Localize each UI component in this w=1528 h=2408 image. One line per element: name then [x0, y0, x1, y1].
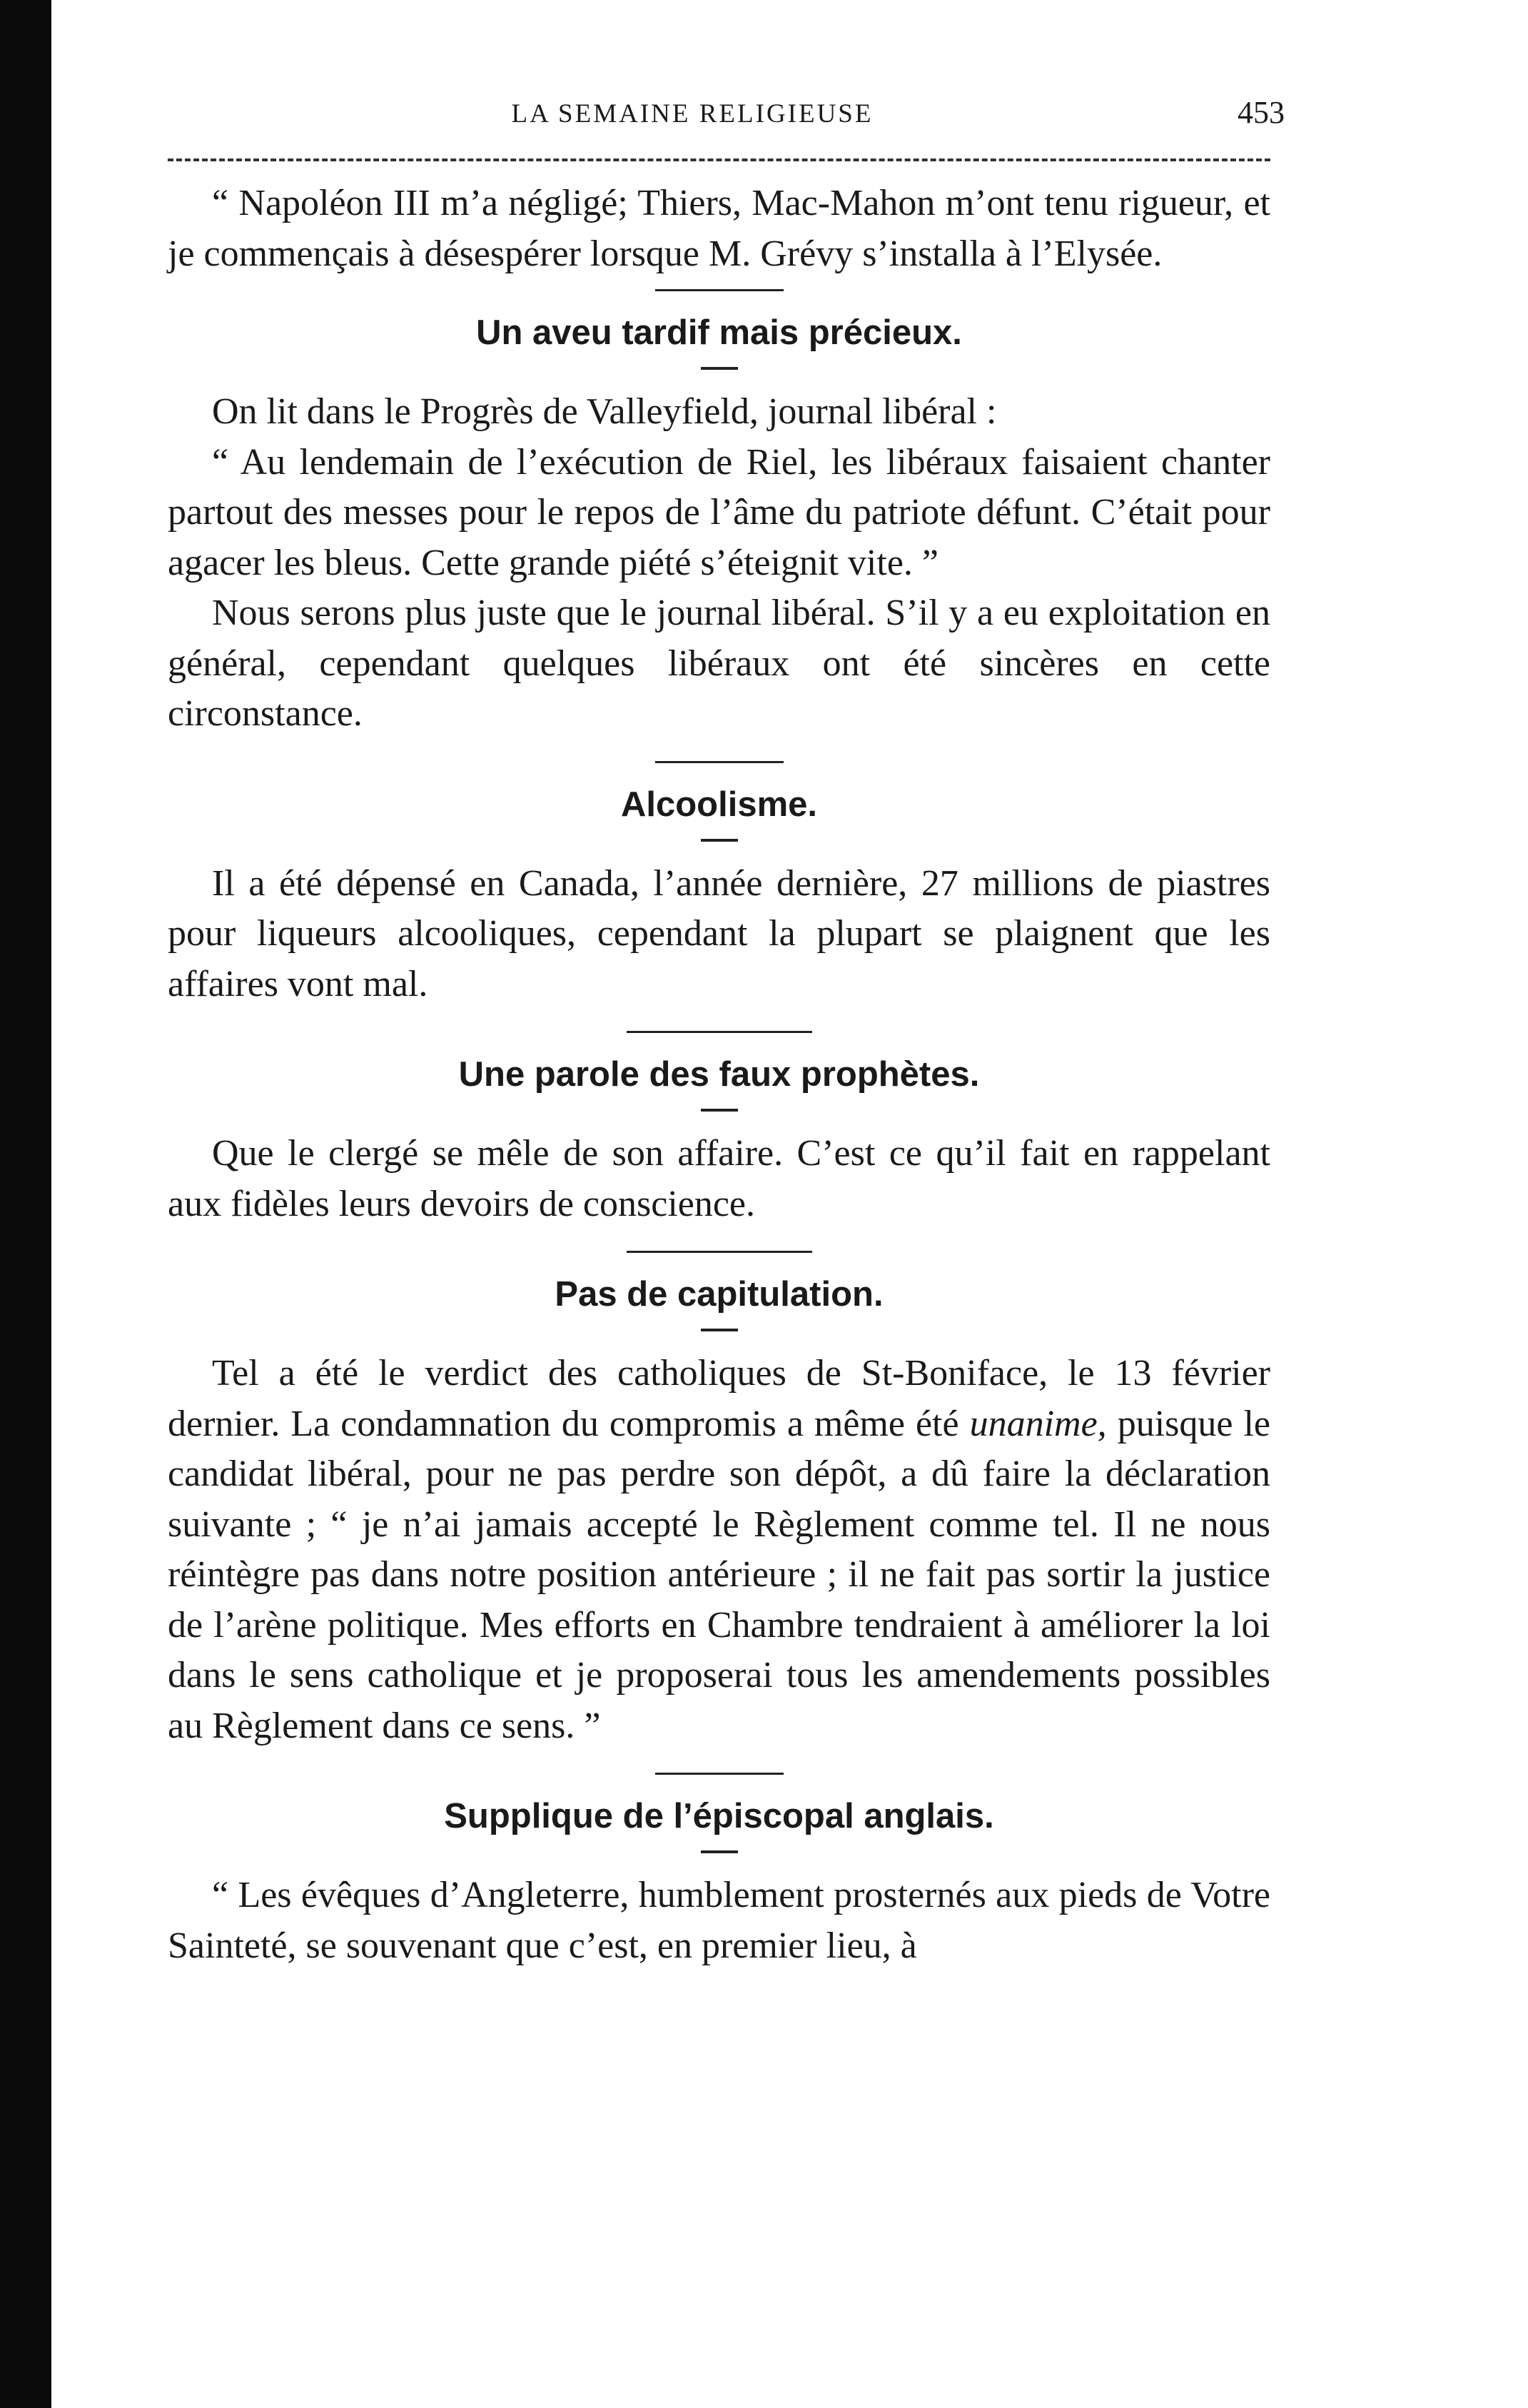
header-rule [168, 158, 1270, 161]
title-dash [701, 367, 738, 370]
section-title: Pas de capitulation. [555, 1275, 884, 1314]
intro-paragraph: “ Napoléon III m’a négligé; Thiers, Mac-Mahon m’ont tenu rigueur, et je commençais à désespérer lorsque M. Grévy s’installa à l’Elysée. [168, 183, 1270, 274]
emphasized-word: unanime, [969, 1403, 1107, 1444]
paragraph-text: Tel a été le verdict des catholiques de St-Boniface, le 13 février dernier. La condamnation du compromis a même été [168, 1353, 1270, 1444]
section-paragraph: Il a été dépensé en Canada, l’année dernière, 27 millions de piastres pour liqueurs alcooliques, cependant la plupart se plaignent que les affaires vont mal. [168, 862, 1270, 1004]
section-separator [627, 1251, 812, 1253]
section-separator [627, 1031, 812, 1033]
running-header: LA SEMAINE RELIGIEUSE [511, 99, 874, 129]
scan-border [0, 0, 51, 2408]
section-title: Supplique de l’épiscopal anglais. [444, 1797, 994, 1835]
section-paragraph: Nous serons plus juste que le journal libéral. S’il y a eu exploitation en général, cependant quelques libéraux ont été sincères en cette circonstance. [168, 593, 1270, 734]
section-paragraph [168, 1349, 1270, 1751]
section-separator [655, 289, 784, 291]
page-number: 453 [1238, 95, 1285, 130]
paragraph-text: puisque le candidat libéral, pour ne pas perdre son dépôt, a dû faire la déclaration suivante ; “ je n’ai jamais accepté le Règlement comme tel. Il ne nous réintègre pas dans notre position antérieure ; il ne fait pas sortir la justice de l’arène politique. Mes efforts en Chambre tendraient à améliorer la loi dans le sens catholique et je proposerai tous les amendements possibles au Règlement dans ce sens. ” [168, 1403, 1270, 1746]
title-dash [701, 1109, 738, 1112]
title-dash [701, 1329, 738, 1331]
section-title: Un aveu tardif mais précieux. [476, 313, 962, 352]
section-paragraph: On lit dans le Progrès de Valleyfield, journal libéral : [212, 391, 997, 432]
section-separator [655, 1773, 784, 1775]
section-paragraph: “ Au lendemain de l’exécution de Riel, les libéraux faisaient chanter partout des messes pour le repos de l’âme du patriote défunt. C’était pour agacer les bleus. Cette grande piété s’éteignit vite. ” [168, 441, 1270, 583]
section-paragraph: Que le clergé se mêle de son affaire. C’est ce qu’il fait en rappelant aux fidèles leurs devoirs de conscience. [168, 1133, 1270, 1224]
title-dash [701, 839, 738, 842]
section-title: Une parole des faux prophètes. [458, 1055, 980, 1094]
section-title: Alcoolisme. [620, 785, 818, 824]
section-separator [655, 761, 784, 763]
page-body [168, 178, 1270, 1971]
title-dash [701, 1850, 738, 1853]
section-paragraph: “ Les évêques d’Angleterre, humblement prosternés aux pieds de Votre Sainteté, se souvenant que c’est, en premier lieu, à [168, 1875, 1270, 1966]
